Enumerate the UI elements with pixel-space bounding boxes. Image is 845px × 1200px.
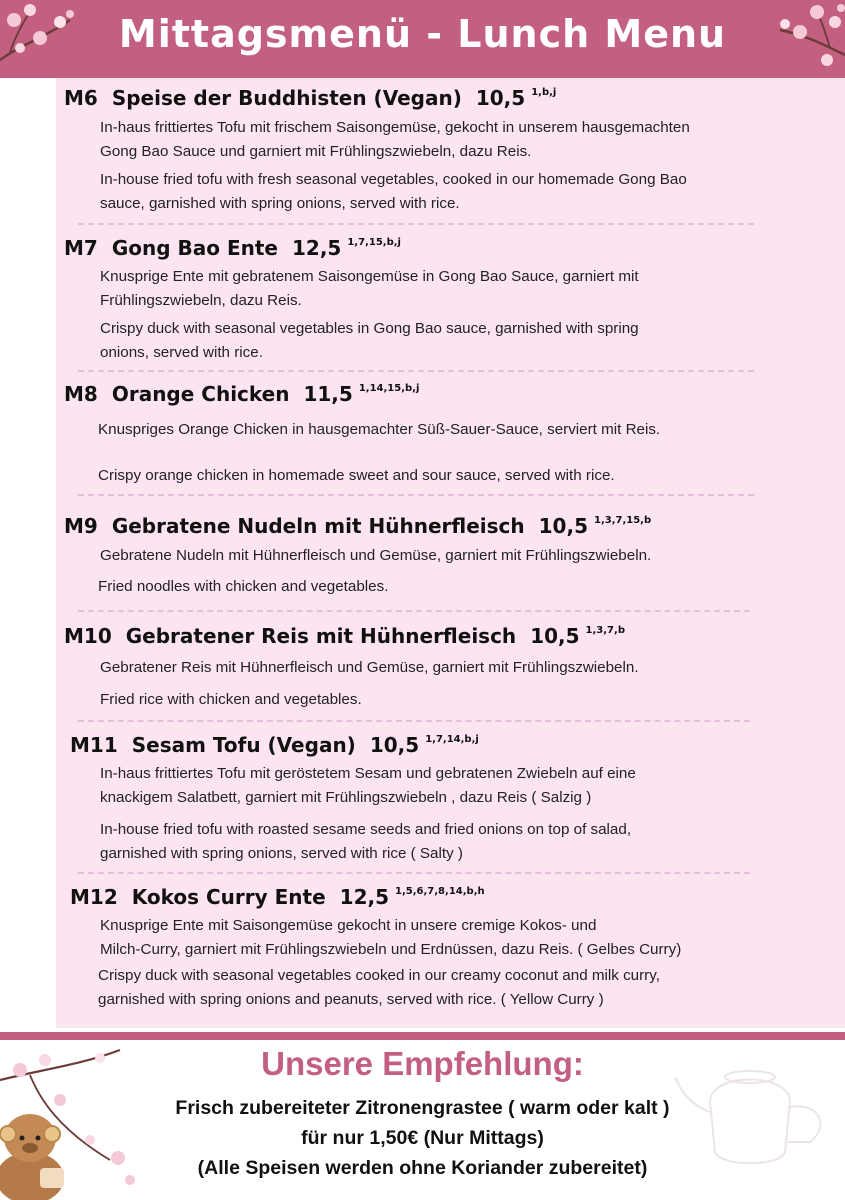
- menu-item-title: [64, 382, 419, 406]
- desc-line: Gebratener Reis mit Hühnerfleisch und Gemüse, garniert mit Frühlingszwiebeln.: [100, 659, 639, 676]
- item-allergens: 1,14,15,b,j: [358, 383, 420, 394]
- footer-divider: [0, 1032, 845, 1040]
- item-divider: [78, 494, 754, 496]
- item-price: 11,5: [303, 382, 353, 406]
- item-allergens: 1,7,14,b,j: [425, 734, 479, 745]
- item-price: 12,5: [339, 885, 390, 909]
- item-price: 10,5: [369, 733, 420, 757]
- item-price: 12,5: [291, 236, 342, 260]
- item-allergens: 1,3,7,15,b: [594, 515, 652, 526]
- menu-item-title: [64, 514, 651, 538]
- recommendation-line: Frisch zubereiteter Zitronengrastee ( warm oder kalt ): [175, 1097, 670, 1119]
- desc-line: Milch-Curry, garniert mit Frühlingszwiebeln und Erdnüssen, dazu Reis. ( Gelbes Curry): [100, 941, 682, 958]
- menu-item-title: [64, 86, 556, 110]
- item-description-de: [100, 116, 690, 164]
- item-name: Speise der Buddhisten (Vegan): [111, 86, 462, 110]
- item-description-en: [100, 317, 639, 365]
- item-code: M9: [64, 514, 98, 538]
- desc-line: In-house fried tofu with roasted sesame seeds and fried onions on top of salad,: [100, 821, 632, 838]
- menu-title: Mittagsmenü - Lunch Menu: [118, 12, 727, 56]
- desc-line: Knusprige Ente mit Saisongemüse gekocht in unsere cremige Kokos- und: [100, 917, 597, 934]
- item-name: Kokos Curry Ente: [131, 885, 326, 909]
- menu-item-title: [64, 236, 401, 260]
- item-code: M10: [64, 624, 112, 648]
- desc-line: Gong Bao Sauce und garniert mit Frühlingszwiebeln, dazu Reis.: [100, 143, 532, 160]
- item-description-de: [100, 544, 651, 568]
- item-description-de: [100, 762, 636, 810]
- recommendation-note: (Alle Speisen werden ohne Koriander zubereitet): [197, 1157, 648, 1179]
- item-description-de: [100, 914, 681, 962]
- item-code: M11: [70, 733, 118, 757]
- desc-line: Fried noodles with chicken and vegetables.: [98, 578, 389, 595]
- desc-line: onions, served with rice.: [100, 344, 263, 361]
- item-code: M6: [64, 86, 98, 110]
- item-description-en: [98, 464, 615, 488]
- item-divider: [78, 370, 754, 372]
- item-code: M7: [64, 236, 98, 260]
- item-price: 10,5: [475, 86, 526, 110]
- item-allergens: 1,5,6,7,8,14,b,h: [395, 886, 485, 897]
- item-divider: [78, 223, 754, 225]
- menu-item-title: [70, 733, 479, 757]
- desc-line: Frühlingszwiebeln, dazu Reis.: [100, 292, 302, 309]
- desc-line: sauce, garnished with spring onions, served with rice.: [100, 195, 460, 212]
- desc-line: Knuspriges Orange Chicken in hausgemachter Süß-Sauer-Sauce, serviert mit Reis.: [98, 421, 661, 438]
- item-code: M8: [64, 382, 98, 406]
- item-name: Gebratene Nudeln mit Hühnerfleisch: [111, 514, 525, 538]
- item-description-en: [100, 818, 631, 866]
- item-code: M12: [70, 885, 118, 909]
- menu-item-title: [64, 624, 625, 648]
- item-price: 10,5: [530, 624, 580, 648]
- desc-line: In-haus frittiertes Tofu mit frischem Saisongemüse, gekocht in unserem hausgemachten: [100, 119, 690, 136]
- item-description-en: [100, 688, 362, 712]
- item-description-en: [98, 964, 660, 1012]
- item-name: Orange Chicken: [111, 382, 290, 406]
- item-description-de: [98, 418, 660, 442]
- desc-line: Knusprige Ente mit gebratenem Saisongemüse in Gong Bao Sauce, garniert mit: [100, 268, 639, 285]
- desc-line: Crispy orange chicken in homemade sweet and sour sauce, served with rice.: [98, 467, 615, 484]
- left-margin: [0, 78, 56, 1028]
- item-allergens: 1,3,7,b: [585, 625, 625, 636]
- item-allergens: 1,7,15,b,j: [347, 237, 401, 248]
- desc-line: In-haus frittiertes Tofu mit geröstetem Sesam und gebratenen Zwiebeln auf eine: [100, 765, 636, 782]
- item-divider: [78, 610, 750, 612]
- item-name: Gong Bao Ente: [111, 236, 278, 260]
- item-divider: [78, 872, 750, 874]
- item-description-en: [98, 575, 388, 599]
- desc-line: Gebratene Nudeln mit Hühnerfleisch und Gemüse, garniert mit Frühlingszwiebeln.: [100, 547, 652, 564]
- menu-item-title: [70, 885, 485, 909]
- item-allergens: 1,b,j: [531, 87, 557, 98]
- desc-line: In-house fried tofu with fresh seasonal vegetables, cooked in our homemade Gong Bao: [100, 171, 687, 188]
- item-description-en: [100, 168, 687, 216]
- desc-line: garnished with spring onions, served with rice ( Salty ): [100, 845, 463, 862]
- desc-line: garnished with spring onions and peanuts, served with rice. ( Yellow Curry ): [98, 991, 604, 1008]
- recommendation-line: für nur 1,50€ (Nur Mittags): [301, 1127, 544, 1149]
- item-price: 10,5: [538, 514, 588, 538]
- desc-line: Crispy duck with seasonal vegetables cooked in our creamy coconut and milk curry,: [98, 967, 660, 984]
- desc-line: Fried rice with chicken and vegetables.: [100, 691, 362, 708]
- header-banner: [0, 0, 845, 78]
- item-description-de: [100, 265, 639, 313]
- item-divider: [78, 720, 750, 722]
- item-description-de: [100, 656, 639, 680]
- item-name: Gebratener Reis mit Hühnerfleisch: [125, 624, 517, 648]
- desc-line: Crispy duck with seasonal vegetables in Gong Bao sauce, garnished with spring: [100, 320, 639, 337]
- item-name: Sesam Tofu (Vegan): [131, 733, 356, 757]
- desc-line: knackigem Salatbett, garniert mit Frühlingszwiebeln , dazu Reis ( Salzig ): [100, 789, 592, 806]
- recommendation-title: Unsere Empfehlung:: [261, 1045, 584, 1082]
